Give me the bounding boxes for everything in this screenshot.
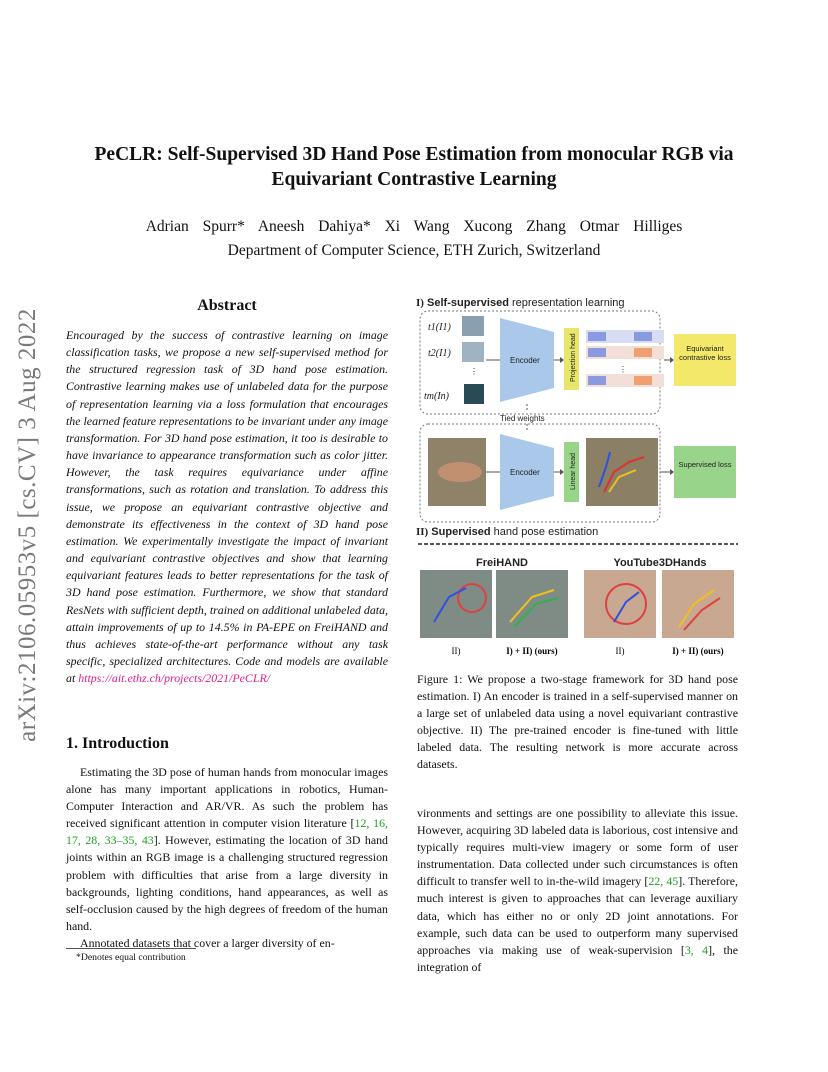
project-link[interactable]: https://ait.ethz.ch/projects/2021/PeCLR/ (78, 671, 271, 686)
svg-text:II): II) (615, 646, 625, 656)
citation-link[interactable]: 12, 16, 17, 28, 33–35, 43 (66, 816, 389, 848)
freihand-baseline-image (420, 570, 492, 638)
tm-label: tm(In) (424, 391, 449, 402)
citation-link[interactable]: 3, 4 (684, 942, 709, 957)
svg-text:Tied weights: Tied weights (500, 414, 545, 423)
footnote: *Denotes equal contribution (76, 952, 186, 963)
t2-label: t2(I1) (428, 348, 451, 359)
dataset-youtube3dhands: YouTube3DHands (613, 557, 707, 569)
augmented-image-m (464, 384, 484, 404)
citation-link[interactable]: 22, 45 (648, 874, 679, 889)
youtube-ours-image (662, 570, 734, 638)
svg-text:I) + II) (ours): I) + II) (ours) (672, 646, 724, 656)
figure-caption: Figure 1: We propose a two-stage framework for 3D hand pose estimation. I) An encoder is trained in a self-supervised manner on a large set of unlabeled data using a novel equivariant contrastive objective. II) The pre-trained encoder is fine-tuned with little labeled data. The resulting network is more accurate across datasets. (417, 672, 738, 772)
t1-label: t1(I1) (428, 322, 451, 333)
svg-text:Linear head: Linear head (570, 453, 577, 490)
svg-text:⋮: ⋮ (619, 365, 627, 374)
freihand-ours-image (496, 570, 568, 638)
svg-text:I) Self-supervised rep: I) Self-supervised representation learning (416, 297, 625, 309)
svg-text:Encoder: Encoder (510, 356, 540, 365)
svg-text:I) + II) (ours): I) + II) (ours) (506, 646, 558, 656)
intro-heading: 1. Introduction (66, 735, 169, 752)
dataset-freihand: FreiHAND (476, 557, 528, 569)
predicted-pose-image (586, 438, 658, 506)
augmented-image-1 (462, 316, 484, 336)
svg-text:II): II) (451, 646, 461, 656)
arxiv-identifier: arXiv:2106.05953v5 [cs.CV] 3 Aug 2022 (14, 308, 41, 742)
svg-text:⋮: ⋮ (470, 367, 478, 376)
svg-text:Encoder: Encoder (510, 468, 540, 477)
affiliation: Department of Computer Science, ETH Zurich, Switzerland (227, 242, 601, 259)
footnote-rule (66, 948, 196, 949)
intro-text: Estimating the 3D pose of human hands from monocular images alone has many important applications in robotics, Human-Computer Interaction and AR/VR. As such the problem has received significant attention in computer vision literature [12, 16, 17, 28, 33–35, 43]. However, estimating the location of 3D hand joints within an RGB image is a challenging structured regression problem with difficulties that arise from a large diversity in backgrounds, lighting conditions, hand appearances, as well as self-occlusion caused by the high degrees of freedom of the human hand. Annotated datasets that cover a larger diversity of en- (66, 765, 389, 950)
svg-text:II) Supervised hand po: II) Supervised hand pose estimation (416, 526, 599, 538)
augmented-image-2 (462, 342, 484, 362)
abstract-text: Encouraged by the success of contrastive learning on image classification tasks, we propose a new self-supervised method for the structured regression task of 3D hand pose estimation. Contrastive learning makes use of unlabeled data for the purpose of representation learning via a loss formulation that encourages the learned feature representations to be invariant under any image transformation. For 3D hand pose estimation, it too is desirable to have invariance to appearance transformation such as color jitter. However, the task requires equivariance under affine transformations, such as rotation and translation. To address this issue, we propose an equivariant contrastive objective and demonstrate its effectiveness in the context of 3D hand pose estimation. We experimentally investigate the impact of invariant and equivariant contrastive objectives and show that learning equivariant features leads to better representations for the task of 3D hand pose estimation. Furthermore, we show that standard ResNets with sufficient depth, trained on additional unlabeled data, attain improvements of up to 14.5% in PA-EPE on FreiHAND and thus achieves state-of-the-art performance without any task specific, specialized architectures. Code and models are available at https://ait.ethz.ch/projects/2021/PeCLR/ (66, 328, 388, 686)
figure-1: I) Self-supervised representation learning t1(I1) t2(I1) tm(In) ⋮ Encoder Projection head ⋮ Equivariant contrastive loss Tied weights Encoder Linear head Supervised loss II) Supervised hand pose estimation FreiHAND YouTube3DHands II) I) + II) (ours) II) I) + II) (ours) (414, 292, 742, 662)
author-list: Adrian Spurr* Aneesh Dahiya* Xi Wang Xucong Zhang Otmar Hilliges (145, 218, 683, 235)
abstract-heading: Abstract (197, 297, 257, 314)
right-column-text: vironments and settings are one possibility to alleviate this issue. However, acquiring 3D labeled data is laborious, cost intensive and typically requires multi-view imagery or some form of user instrumentation. Data collected under such circumstances is often difficult to transfer well to in-the-wild imagery [22, 45]. Therefore, much interest is given to approaches that can leverage auxiliary data, which has either no or only 2D joint annotations. For example, such data can be used to outperform many supervised approaches via making use of weak-supervision [3, 4], the integration of (417, 806, 738, 974)
paper-title: PeCLR: Self-Supervised 3D Hand Pose Estimation from monocular RGB via Equivariant Contrastive Learning (94, 144, 734, 190)
svg-text:Projection head: Projection head (570, 333, 577, 382)
